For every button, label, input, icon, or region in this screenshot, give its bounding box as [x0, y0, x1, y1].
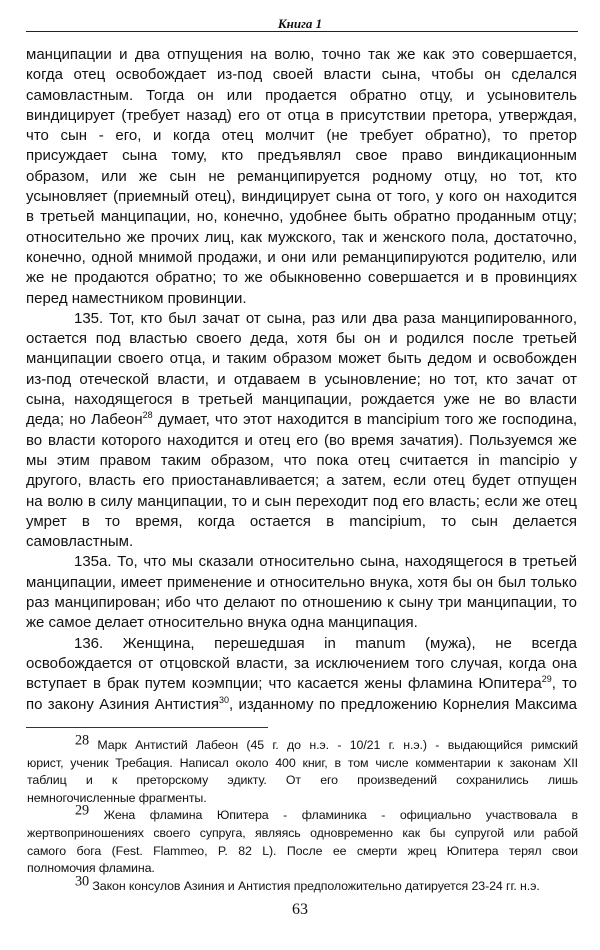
text-line: когда отец освобождает из-под своей власти сына, чтобы он сделался	[26, 66, 577, 84]
paragraph	[26, 45, 577, 309]
footnote-text: Жена фламина Юпитера - фламиника - официально участвовала в	[89, 808, 578, 823]
footnote-text: Закон консулов Азиния и Антистия предположительно датируется 23-24 гг. н.э.	[89, 878, 540, 893]
footnote-reference[interactable]: 29	[541, 674, 552, 685]
text-line: же не продаются обратно; то же обыкновенно совершается и в провинциях	[26, 269, 577, 287]
footnote-text: Марк Антистий Лабеон (45 г. до н.э. - 10/21 г. н.э.) - выдающийся римский	[89, 738, 578, 752]
text-line: полномочия фламина.	[27, 861, 155, 876]
footnotes	[27, 732, 578, 895]
text-line: 135а. То, что мы сказали относительно сына, находящегося в третьей	[74, 553, 577, 571]
text-line: конечно, одной мнимой продажи, и они или реманципируются родителю, или	[26, 248, 577, 266]
text-line: 135. Тот, кто был зачат от сына, раз или два раза манципированного,	[74, 309, 577, 327]
footnote-30	[27, 873, 578, 896]
footnote-number: 28	[75, 732, 90, 749]
text-line: во власти которого находится и отец его (во время зачатия). Пользуемся же	[26, 431, 577, 449]
footnote-28	[27, 732, 578, 807]
text-line	[26, 410, 577, 430]
text-line	[27, 803, 578, 825]
paragraph	[26, 634, 577, 715]
text-line: в третьей манципации, но, конечно, удобнее быть обратно проданным отцу;	[26, 208, 577, 226]
text-line: самовластным.	[26, 533, 134, 551]
footnote-29	[27, 803, 578, 877]
text-segment: думает, что этот находится в mancipium того же господина,	[152, 411, 577, 429]
text-line	[26, 695, 577, 715]
text-line: перед наместником провинции.	[26, 289, 247, 307]
text-line: 136. Женщина, перешедшая in manum (мужа), не всегда	[74, 634, 577, 652]
footnote-separator	[26, 727, 268, 728]
text-segment: , то	[551, 675, 578, 693]
text-line: манципации, имеет применение и относительно внука, хотя бы он был только	[26, 573, 577, 591]
header-rule	[26, 31, 578, 32]
text-line: же самое делает относительно внука одна манципация.	[26, 614, 418, 632]
text-line: виндицирует (требует назад) его от отца в присутствии претора, утверждая,	[26, 106, 577, 124]
text-line: из-под отеческой власти, и отдаваем в усыновление; но тот, кто зачат от	[26, 370, 577, 388]
text-line: самого бога (Fest. Flammeo, P. 82 L). После ее смерти жрец Юпитера терял свои	[27, 843, 578, 858]
text-line	[27, 873, 578, 896]
running-header-title: Книга 1	[277, 16, 323, 31]
text-line: манципации и два отпущения на волю, точно так же как это совершается,	[26, 46, 577, 63]
text-line: относительно же прочих лиц, как мужского, так и женского пола, достаточно,	[26, 228, 577, 246]
text-line: что сын - его, и когда отец молчит (не требует обратно), то претор	[26, 127, 577, 145]
text-line: сына, находящегося в третьей манципации, рождается уже не во власти	[26, 391, 577, 409]
text-line: юрист, ученик Требация. Написал около 400 книг, в том числе комментарии к законам XII	[27, 755, 578, 770]
text-line	[27, 732, 578, 755]
text-segment: вступает в брак путем коэмпции; что касается жены фламина Юпитера	[26, 675, 542, 693]
text-line: самовластным. Тогда он или продается обратно отцу, и усыновитель	[26, 86, 577, 104]
text-line: присуждает сына тому, кто предъявлял свое право виндикационным	[26, 147, 577, 165]
text-line	[26, 674, 577, 694]
body-text	[26, 45, 577, 715]
text-segment: по закону Азиния Антистия	[26, 695, 220, 713]
text-line: жертвоприношениях своего супруга, являясь одновременно как бы супругой или рабой	[27, 825, 578, 840]
text-segment: деда; но Лабеон	[26, 411, 143, 429]
text-line: образом, или же сын не реманципируется родному отцу, но тот, кто	[26, 167, 577, 185]
paragraph	[26, 309, 577, 553]
footnote-number: 29	[75, 803, 90, 820]
text-line: немногочисленные фрагменты.	[27, 790, 207, 805]
text-line: таблиц и к преторскому эдикту. От его произведений сохранились лишь	[27, 773, 578, 788]
text-line: усыновляет (приемный отец), виндицирует сына от того, у кого он находится	[26, 188, 577, 206]
text-line: на волю в силу манципации, то и сын переходит под его власть; если же отец	[26, 492, 577, 510]
text-line: мы этим правом таким образом, что пока отец считается in mancipio у	[26, 451, 577, 469]
text-line: освобождается от отцовской власти, за исключением того случая, когда она	[26, 654, 577, 672]
text-line: раз манципирован; ибо что делают по отношению к сыну три манципации, то	[26, 594, 577, 612]
footnote-number: 30	[75, 873, 90, 890]
text-line: манципации своего отца, и таким образом может быть дедом и освобожден	[26, 350, 577, 368]
text-line: умрет в то время, когда остается в mancipium, то сын делается	[26, 512, 577, 530]
text-line: другого, власть его приостанавливается; а затем, если отец будет отпущен	[26, 472, 577, 490]
footnote-reference[interactable]: 30	[219, 694, 230, 705]
text-segment: , изданному по предложению Корнелия Максима	[229, 695, 577, 713]
text-line: остается под властью своего деда, хотя бы он и родился после третьей	[26, 330, 577, 348]
running-header	[0, 16, 600, 31]
footnote-reference[interactable]: 28	[142, 410, 153, 421]
page-number: 63	[292, 901, 308, 918]
paragraph	[26, 552, 577, 633]
